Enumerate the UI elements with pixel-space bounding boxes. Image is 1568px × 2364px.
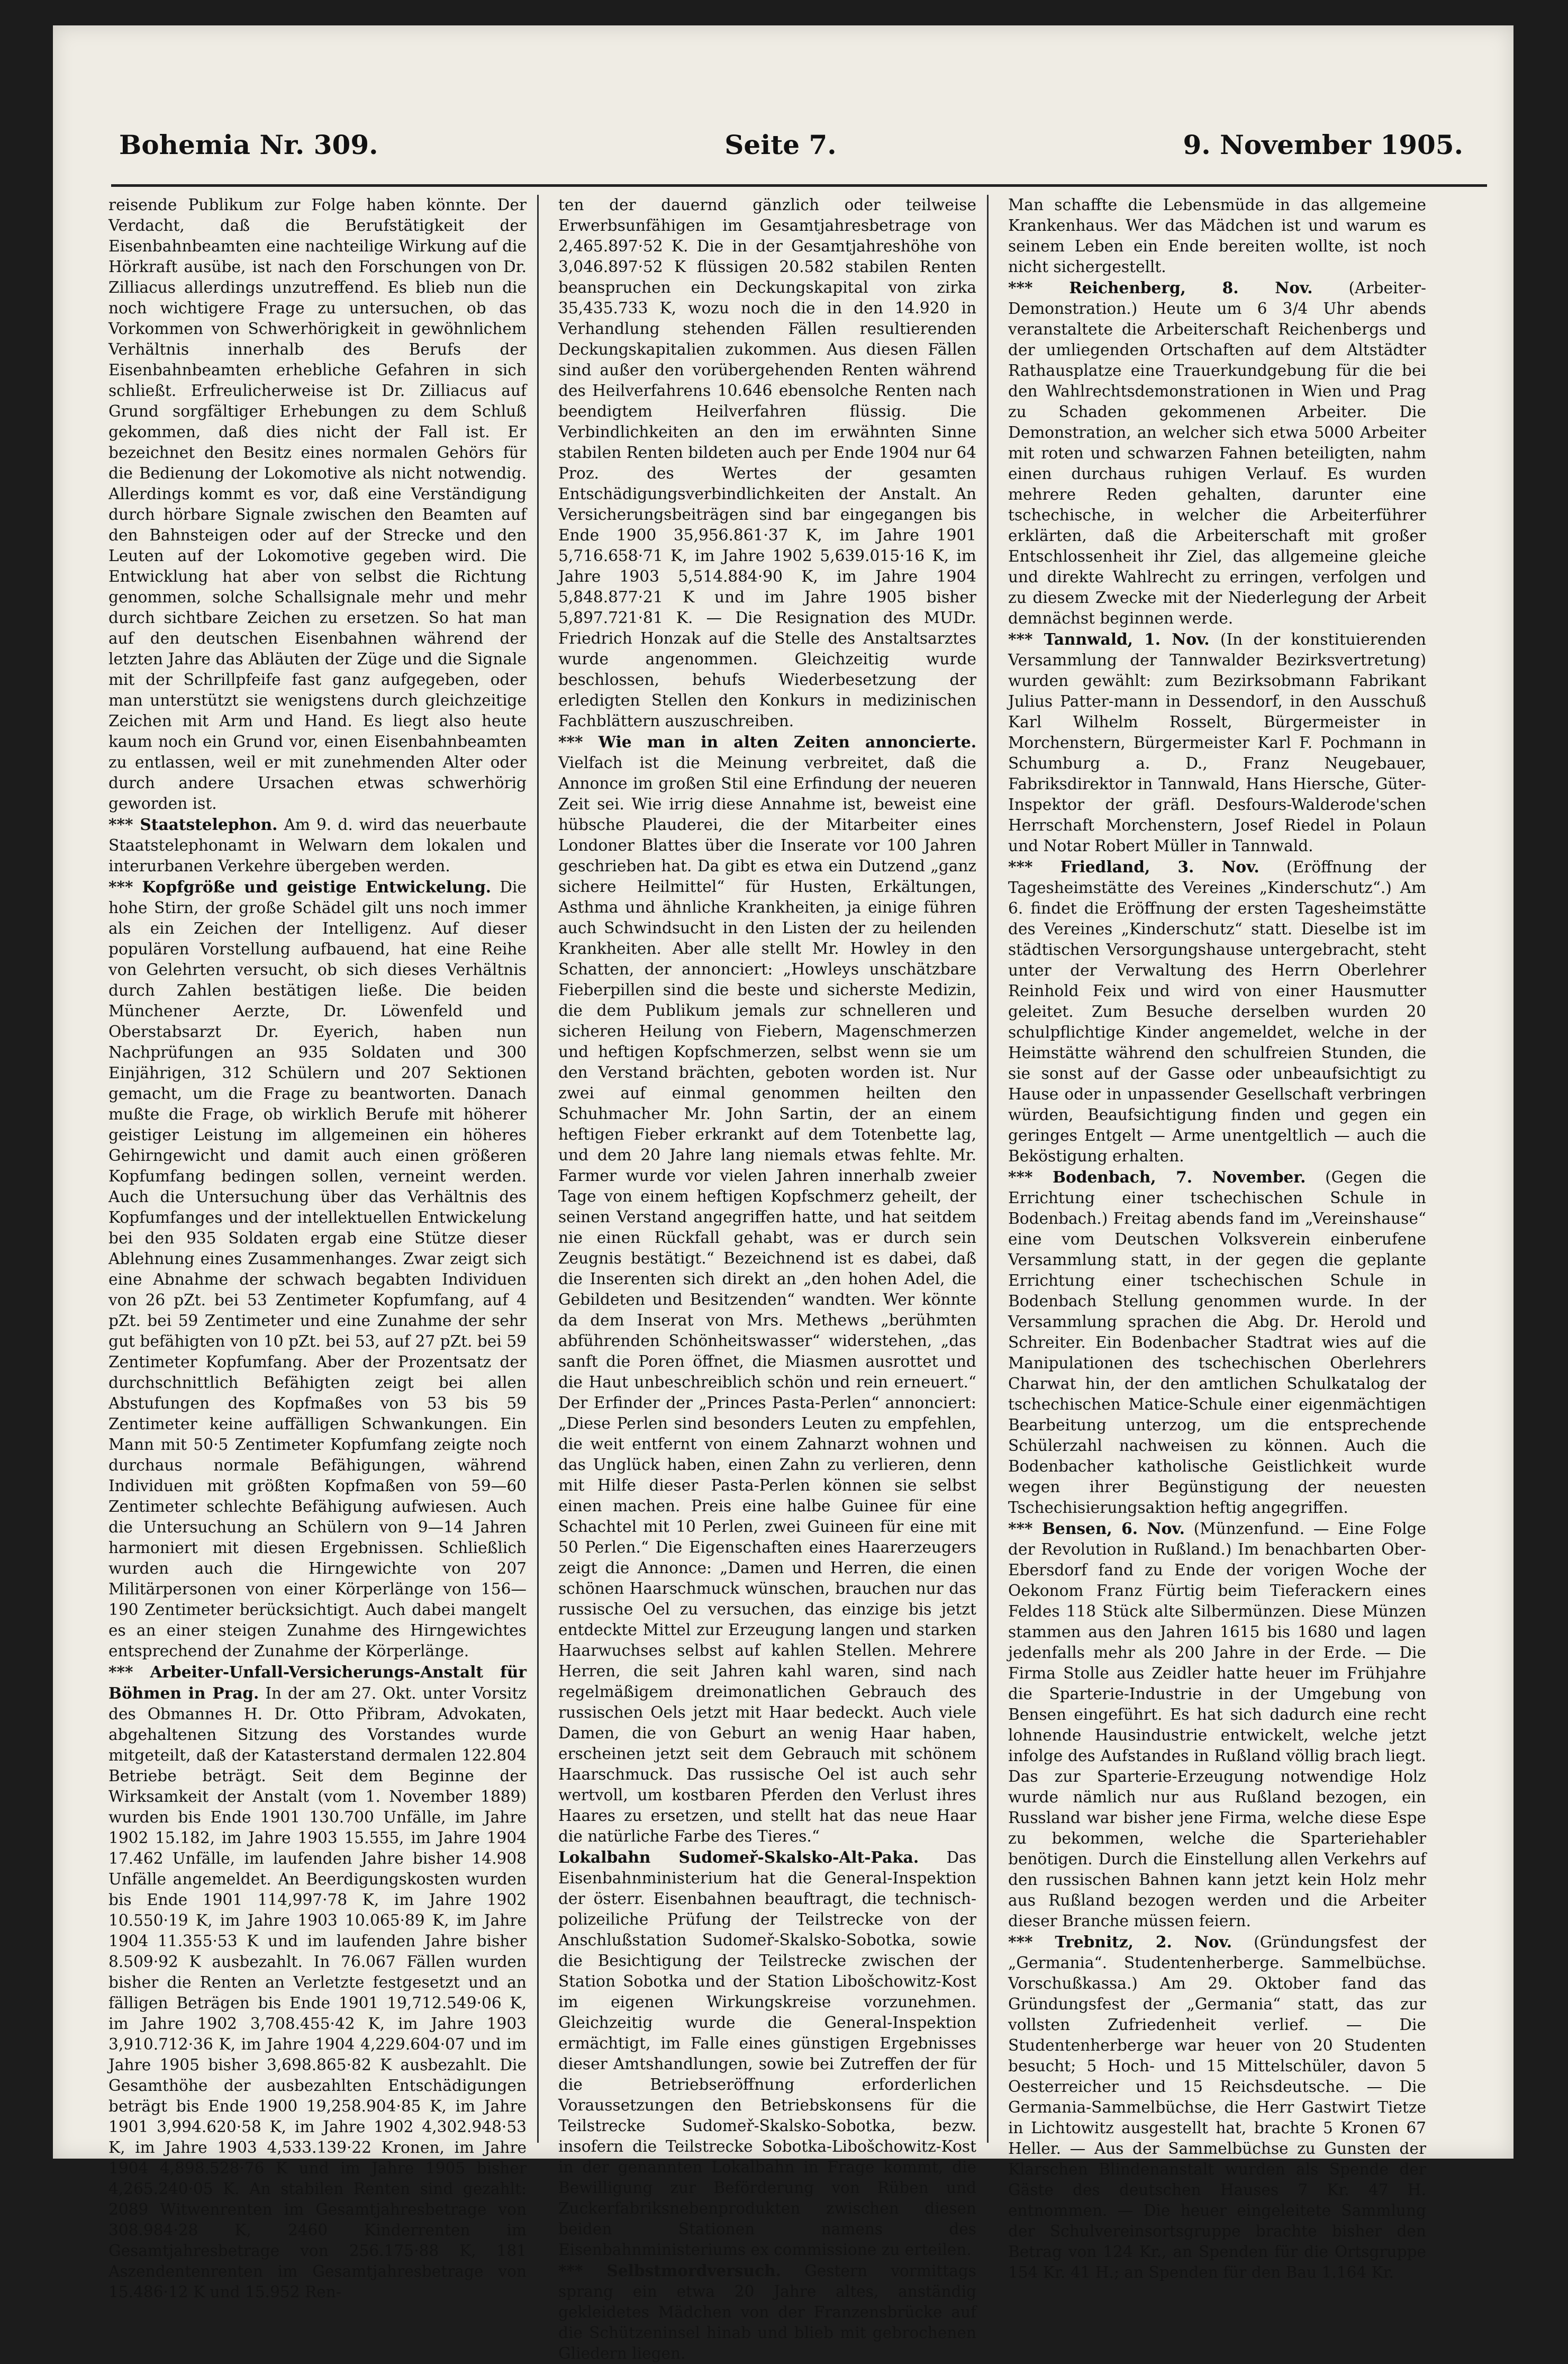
article [1008, 856, 1426, 1167]
article-heading: *** Bodenbach, 7. November. [1008, 1168, 1306, 1186]
article-body: Man schaffte die Lebensmüde in das allgemeine Krankenhaus. Wer das Mädchen ist und warum es seinem Leben ein Ende bereiten wollte, ist noch nicht sichergestellt. [1008, 196, 1426, 276]
masthead-issue: Bohemia Nr. 309. [119, 129, 378, 160]
article-body: Am 9. d. wird das neuerbaute Staatstelephonamt in Welwarn dem lokalen und interurbanen Verkehre übergeben werden. [108, 816, 527, 875]
article-heading: *** Staatstelephon. [108, 815, 278, 834]
column-separator [987, 195, 989, 2143]
article-body: Das Eisenbahnministerium hat die General-Inspektion der österr. Eisenbahnen beauftragt, die technisch-polizeiliche Prüfung der Teilstrecke von der Anschlußstation Sudomeř-Skalsko-Sobotka, sowie die Besichtigung der Teilstrecke zwischen der Station Sobotka und der Station Libošchowitz-Kost im eigenen Wirkungskreise vorzunehmen. Gleichzeitig wurde die General-Inspektion ermächtigt, im Falle eines günstigen Ergebnisses dieser Amtshandlungen, sowie bei Zutreffen der für die Betriebseröffnung erforderlichen Voraussetzungen den Betriebskonsens für die Teilstrecke Sudomeř-Skalsko-Sobotka, bezw. insofern die Teilstrecke Sobotka-Libošchowitz-Kost in der genannten Lokalbahn in Frage kommt, die Bewilligung zur Beförderung von Rüben und Zuckerfabriksnebenprodukten zwischen diesen beiden Stationen namens des Eisenbahnministeriums ex commissione zu erteilen. [558, 1848, 976, 2259]
issue-date: 9. November 1905. [1183, 129, 1463, 160]
article-heading: Lokalbahn Sudomeř-Skalsko-Alt-Paka. [558, 1848, 919, 1866]
article-body: ten der dauernd gänzlich oder teilweise Erwerbsunfähigen im Gesamtjahresbetrage von 2,465.897·52 K. Die in der Gesamtjahreshöhe von 3,046.897·52 K flüssigen 20.582 stabilen Renten beanspruchen ein Deckungskapital von zirka 35,435.733 K, wozu noch die in den 14.920 in Verhandlung stehenden Fällen resultierenden Deckungskapitalien zukommen. Aus diesen Fällen sind außer den vorübergehenden Renten während des Heilverfahrens 10.646 ebensolche Renten nach beendigtem Heilverfahren flüssig. Die Verbindlichkeiten an den im erwähnten Sinne stabilen Renten bildeten auch per Ende 1904 nur 64 Proz. des Wertes der gesamten Entschädigungsverbindlichkeiten der Anstalt. An Versicherungsbeiträgen sind bar eingegangen bis Ende 1900 35,956.861·37 K, im Jahre 1901 5,716.658·71 K, im Jahre 1902 5,639.015·16 K, im Jahre 1903 5,514.884·90 K, im Jahre 1904 5,848.877·21 K und im Jahre 1905 bisher 5,897.721·81 K. — Die Resignation des MUDr. Friedrich Honzak auf die Stelle des Anstaltsarztes wurde angenommen. Gleichzeitig wurde beschlossen, behufs Wiederbesetzung der erledigten Stellen den Konkurs in medizinischen Fachblättern auszuschreiben. [558, 196, 976, 730]
article [1008, 629, 1426, 856]
page-header [119, 118, 1463, 171]
column-1 [108, 195, 527, 2301]
article [108, 1662, 527, 2303]
article-heading: *** Tannwald, 1. Nov. [1008, 630, 1210, 648]
article-body: (Gründungsfest der „Germania“. Studentenherberge. Sammelbüchse. Vorschußkassa.) Am 29. Oktober fand das Gründungsfest der „Germania“ statt, das zur vollsten Zufriedenheit verlief. — Die Studentenherberge war heuer von 20 Studenten besucht; 5 Hoch- und 15 Mittelschüler, davon 5 Oesterreicher und 15 Reichsdeutsche. — Die Germania-Sammelbüchse, die Herr Gastwirt Tietze in Lichtowitz ausgestellt hat, brachte 5 Kronen 67 Heller. — Aus der Sammelbüchse zu Gunsten der Klarschen Blindenanstalt wurden als Spende der Gäste des deutschen Hauses 7 Kr. 47 H. entnommen. — Die heuer eingeleitete Sammlung der Schulvereinsortsgruppe brachte bisher den Betrag von 124 Kr., an Spenden für die Ortsgruppe 154 Kr. 41 H.; an Spenden für den Bau 1.164 Kr. [1008, 1933, 1426, 2281]
article [108, 877, 527, 1662]
article-heading: *** Selbstmordversuch. [558, 2261, 781, 2280]
column-3 [1008, 195, 1426, 2281]
article [558, 1847, 976, 2260]
article-heading: *** Kopfgröße und geistige Entwickelung. [108, 878, 492, 896]
article-body: (In der konstituierenden Versammlung der Tannwalder Bezirksvertretung) wurden gewählt: zum Bezirksobmann Fabrikant Julius Patter-mann in Dessendorf, in den Ausschuß Karl Wilhelm Rosselt, Bürgermeister in Morchenstern, Bürgermeister Karl F. Pochmann in Schumburg a. D., Franz Neugebauer, Fabriksdirektor in Tannwald, Hans Hiersche, Güter-Inspektor der gräfl. Desfours-Walderode'schen Herrschaft Morchenstern, Josef Riedel in Polaun und Notar Robert Müller in Tannwald. [1008, 630, 1426, 855]
article-body: (Münzenfund. — Eine Folge der Revolution in Rußland.) Im benachbarten Ober-Ebersdorf fand zu Ende der vorigen Woche der Oekonom Franz Fürtig beim Tieferackern eines Feldes 118 Stück alte Silbermünzen. Diese Münzen stammen aus den Jahren 1615 bis 1680 und lagen jedenfalls mehr als 200 Jahre in der Erde. — Die Firma Stolle aus Zeidler hatte heuer im Frühjahre die Sparterie-Industrie in der Umgebung von Bensen eingeführt. Es hat sich dadurch eine recht lohnende Hausindustrie entwickelt, welche jetzt infolge des Aufstandes in Rußland völlig brach liegt. Das zur Sparterie-Erzeugung notwendige Holz wurde nämlich nur aus Rußland bezogen, ein Russland war bisher jene Firma, welche diese Espe zu bekommen, welche die Sparteriehabler benötigen. Durch die Einstellung allen Verkehrs auf den russischen Bahnen kann jetzt kein Holz mehr aus Rußland bezogen werden und die Arbeiter dieser Branche müssen feiern. [1008, 1520, 1426, 1930]
header-rule [111, 184, 1487, 187]
article [558, 732, 976, 1847]
article-heading: *** Arbeiter-Unfall-Versicherungs-Anstalt für Böhmen in Prag. [108, 1663, 527, 1702]
article-body: Gestern vormittags sprang ein etwa 20 Jahre altes, anständig gekleidetes Mädchen von der Franzensbrücke auf die Schützeninsel hinab und blieb mit gebrochenen Gliedern liegen. [558, 2262, 976, 2362]
article-heading: *** Friedland, 3. Nov. [1008, 858, 1259, 876]
newspaper-page [53, 25, 1513, 2362]
article [1008, 1518, 1426, 1932]
article-body: Die hohe Stirn, der große Schädel gilt uns noch immer als ein Zeichen der Intelligenz. Auf dieser populären Vorstellung aufbauend, hat eine Reihe von Gelehrten versucht, ob sich dieses Verhältnis durch Zahlen bestätigen ließe. Die beiden Münchener Aerzte, Dr. Löwenfeld und Oberstabsarzt Dr. Eyerich, haben nun Nachprüfungen an 935 Soldaten und 300 Einjährigen, 312 Schülern und 207 Sektionen gemacht, um die Frage zu beantworten. Danach mußte die Frage, ob wirklich Berufe mit höherer geistiger Leistung im allgemeinen ein höheres Gehirngewicht und damit auch einen größeren Kopfumfang bedingen sollen, verneint werden. Auch die Untersuchung über das Verhältnis des Kopfumfanges und der intellektuellen Entwickelung bei den 935 Soldaten ergab eine Stütze dieser Ablehnung eines Zusammenhanges. Zwar zeigt sich eine Abnahme der schwach begabten Individuen von 26 pZt. bei 53 Zentimeter Kopfumfang, auf 4 pZt. bei 59 Zentimeter und eine Zunahme der sehr gut befähigten von 10 pZt. bei 53, auf 27 pZt. bei 59 Zentimeter Kopfumfang. Aber der Prozentsatz der durchschnittlich Befähigten zeigt bei allen Abstufungen des Kopfmaßes von 53 bis 59 Zentimeter keine auffälligen Schwankungen. Ein Mann mit 50·5 Zentimeter Kopfumfang zeigte noch durchaus normale Befähigungen, während Individuen mit größten Kopfmaßen von 59—60 Zentimeter schlechte Befähigung aufwiesen. Auch die Untersuchung an Schülern von 9—14 Jahren harmoniert mit diesen Ergebnissen. Schließlich wurden auch die Hirngewichte von 207 Militärpersonen von einer Körperlänge von 156—190 Zentimeter berücksichtigt. Auch dabei mangelt es an einer steigen Zunahme des Hirngewichtes entsprechend der Zunahme der Körperlänge. [108, 878, 527, 1660]
article-heading: *** Trebnitz, 2. Nov. [1008, 1933, 1232, 1951]
article [108, 195, 527, 814]
article-heading: *** Reichenberg, 8. Nov. [1008, 278, 1313, 297]
column-separator [537, 195, 539, 2143]
article [558, 2260, 976, 2364]
article [1008, 195, 1426, 277]
article-body: In der am 27. Okt. unter Vorsitz des Obmannes H. Dr. Otto Přibram, Advokaten, abgehaltenen Sitzung des Vorstandes wurde mitgeteilt, daß der Katasterstand dermalen 122.804 Betriebe beträgt. Seit dem Beginne der Wirksamkeit der Anstalt (vom 1. November 1889) wurden bis Ende 1901 130.700 Unfälle, im Jahre 1902 15.182, im Jahre 1903 15.555, im Jahre 1904 17.462 Unfälle, im laufenden Jahre bisher 14.908 Unfälle angemeldet. An Beerdigungskosten wurden bis Ende 1901 114,997·78 K, im Jahre 1902 10.550·19 K, im Jahre 1903 10.065·89 K, im Jahre 1904 11.355·53 K und im laufenden Jahre bisher 8.509·92 K ausbezahlt. In 76.067 Fällen wurden bisher die Renten an Verletzte festgesetzt und an fälligen Beträgen bis Ende 1901 19,712.549·06 K, im Jahre 1902 3,708.455·42 K, im Jahre 1903 3,910.712·36 K, im Jahre 1904 4,229.604·07 und im Jahre 1905 bisher 3,698.865·82 K ausbezahlt. Die Gesamthöhe der ausbezahlten Entschädigungen beträgt bis Ende 1900 19,258.904·85 K, im Jahre 1901 3,994.620·58 K, im Jahre 1902 4,302.948·53 K, im Jahre 1903 4,533.139·22 Kronen, im Jahre 1904 4,898.528·76 K und im Jahre 1905 bisher 4,265.240·05 K. An stabilen Renten sind gezahlt: 2089 Witwenrenten im Gesamtjahresbetrage von 308.984·28 K, 2460 Kinderrenten im Gesamtjahresbetrage von 256.175·88 K, 181 Aszendentenrenten im Gesamtjahresbetrage von 15.486·12 K und 15.952 Ren- [108, 1684, 527, 2301]
article-body: Vielfach ist die Meinung verbreitet, daß die Annonce im großen Stil eine Erfindung der neueren Zeit sei. Wie irrig diese Annahme ist, beweist eine hübsche Plauderei, die der Mitarbeiter eines Londoner Blattes über die Inserate vor 100 Jahren geschrieben hat. Da gibt es etwa ein Dutzend „ganz sichere Heilmittel“ für Husten, Erkältungen, Asthma und ähnliche Krankheiten, ja einige führen auch Schwindsucht in den Listen der zu heilenden Krankheiten. Aber alle stellt Mr. Howley in den Schatten, der annonciert: „Howleys unschätzbare Fieberpillen sind die beste und sicherste Medizin, die dem Publikum jemals zur schnelleren und sicheren Heilung von Fiebern, Magenschmerzen und heftigen Kopfschmerzen, selbst wenn sie um den Verstand brächten, geboten worden ist. Nur zwei auf einmal genommen heilten den Schuhmacher Mr. John Sartin, der an einem heftigen Fieber erkrankt auf dem Totenbette lag, und dem 20 Jahre lang niemals etwas fehlte. Mr. Farmer wurde vor vielen Jahren innerhalb zweier Tage von einem heftigen Kopfschmerz geheilt, der seinen Verstand angegriffen hatte, und hat seitdem nie einen Rückfall gehabt, was er durch sein Zeugnis bestätigt.“ Bezeichnend ist es dabei, daß die Inserenten sich direkt an „den hohen Adel, die Gebildeten und Besitzenden“ wandten. Wer könnte da dem Inserat von Mrs. Methews „berühmten abführenden Schönheitswasser“ widerstehen, „das sanft die Poren öffnet, die Miasmen ausrottet und die Haut unbeschreiblich schön und rein erneuert.“ Der Erfinder der „Princes Pasta-Perlen“ annonciert: „Diese Perlen sind besonders Leuten zu empfehlen, die weit entfernt von einem Zahnarzt wohnen und das Unglück haben, einen Zahn zu verlieren, denn mit Hilfe dieser Pasta-Perlen können sie selbst einen machen. Preis eine halbe Guinee für eine Schachtel mit 10 Perlen, zwei Guineen für eine mit 50 Perlen.“ Die Eigenschaften eines Haarerzeugers zeigt die Annonce: „Damen und Herren, die einen schönen Haarschmuck wünschen, brauchen nur das russische Oel zu versuchen, das einzige bis jetzt entdeckte Mittel zur Erzeugung langen und starken Haarwuchses selbst auf kahlen Stellen. Mehrere Herren, die seit Jahren kahl waren, sind nach regelmäßigem dreimonatlichen Gebrauch des russischen Oels jetzt mit Haar bedeckt. Auch viele Damen, die von Geburt an wenig Haar haben, erscheinen jetzt seit dem Gebrauch mit schönem Haarschmuck. Das russische Oel ist auch sehr wertvoll, um kostbaren Pferden den Verlust ihres Haares zu ersetzen, und stellt hat das neue Haar die natürliche Farbe des Tieres.“ [558, 754, 976, 1845]
article-body: (Arbeiter-Demonstration.) Heute um 6 3/4 Uhr abends veranstaltete die Arbeiterschaft Reichenbergs und der umliegenden Ortschaften auf dem Altstädter Rathausplatze eine Trauerkundgebung für die bei den Wahlrechtsdemonstrationen in Wien und Prag zu Schaden gekommenen Arbeiter. Die Demonstration, an welcher sich etwa 5000 Arbeiter mit roten und schwarzen Fahnen beteiligten, nahm einen durchaus ruhigen Verlauf. Es wurden mehrere Reden gehalten, darunter eine tschechische, in welcher die Arbeiterführer erklärten, daß die Arbeiterschaft mit großer Entschlossenheit ihr Ziel, das allgemeine gleiche und direkte Wahlrecht zu erringen, verfolgen und zu diesem Zwecke mit der Niederlegung der Arbeit demnächst beginnen werde. [1008, 279, 1426, 627]
page-number: Seite 7. [724, 129, 837, 160]
article-body: (Eröffnung der Tagesheimstätte des Vereines „Kinderschutz“.) Am 6. findet die Eröffnung der ersten Tagesheimstätte des Vereines „Kinderschutz“ statt. Dieselbe ist im städtischen Versorgungshause untergebracht, steht unter der Verwaltung des Herrn Oberlehrer Reinhold Feix und wird von einer Hausmutter geleitet. Zum Besuche derselben wurden 20 schulpflichtige Kinder angemeldet, welche in der Heimstätte während den schulfreien Stunden, die sie sonst auf der Gasse oder unbeaufsichtigt zu Hause oder in unpassender Gesellschaft verbringen würden, Beaufsichtigung finden und gegen ein geringes Entgelt — Arme unentgeltlich — auch die Beköstigung erhalten. [1008, 858, 1426, 1165]
article [108, 814, 527, 877]
article [558, 195, 976, 732]
article [1008, 1932, 1426, 2283]
article [1008, 277, 1426, 629]
column-2 [558, 195, 976, 2362]
article-heading: *** Bensen, 6. Nov. [1008, 1519, 1185, 1538]
article-body: (Gegen die Errichtung einer tschechischen Schule in Bodenbach.) Freitag abends fand im „Vereinshause“ eine vom Deutschen Volksverein einberufene Versammlung statt, in der gegen die geplante Errichtung einer tschechischen Schule in Bodenbach Stellung genommen wurde. In der Versammlung sprachen die Abg. Dr. Herold und Schreiter. Ein Bodenbacher Stadtrat wies auf die Manipulationen des tschechischen Oberlehrers Charwat hin, der den amtlichen Schulkatalog der tschechischen Matice-Schule einer eigenmächtigen Bearbeitung unterzog, um die entsprechende Schülerzahl nachweisen zu können. Auch die Bodenbacher katholische Geistlichkeit wurde wegen ihrer Begünstigung der neuesten Tschechisierungsaktion heftig angegriffen. [1008, 1168, 1426, 1517]
article-body: reisende Publikum zur Folge haben könnte. Der Verdacht, daß die Berufstätigkeit der Eisenbahnbeamten eine nachteilige Wirkung auf die Hörkraft ausübe, ist nach den Forschungen von Dr. Zilliacus allerdings unzutreffend. Es blieb nun die noch wichtigere Frage zu untersuchen, ob das Vorkommen von Schwerhörigkeit in gewöhnlichem Verhältnis innerhalb des Berufs der Eisenbahnbeamten erhebliche Gefahren in sich schließt. Erfreulicherweise ist Dr. Zilliacus auf Grund sorgfältiger Erhebungen zu dem Schluß gekommen, daß dies nicht der Fall ist. Er bezeichnet den Besitz eines normalen Gehörs für die Bedienung der Lokomotive als nicht notwendig. Allerdings kommt es vor, daß eine Verständigung durch hörbare Signale zwischen den Beamten auf den Bahnsteigen oder auf der Strecke und den Leuten auf der Lokomotive gegeben wird. Die Entwicklung hat aber von selbst die Richtung genommen, solche Schallsignale mehr und mehr durch sichtbare Zeichen zu ersetzen. So hat man auf den deutschen Eisenbahnen während der letzten Jahre das Abläuten der Züge und die Signale mit der Schrillpfeife fast ganz aufgegeben, oder man unterstützt sie wenigstens durch gleichzeitige Zeichen mit Arm und Hand. Es liegt also heute kaum noch ein Grund vor, einen Eisenbahnbeamten zu entlassen, weil er mit zunehmenden Alter oder durch andere Ursachen etwas schwerhörig geworden ist. [108, 196, 527, 813]
article [1008, 1167, 1426, 1518]
article-heading: *** Wie man in alten Zeiten annoncierte. [558, 733, 976, 751]
